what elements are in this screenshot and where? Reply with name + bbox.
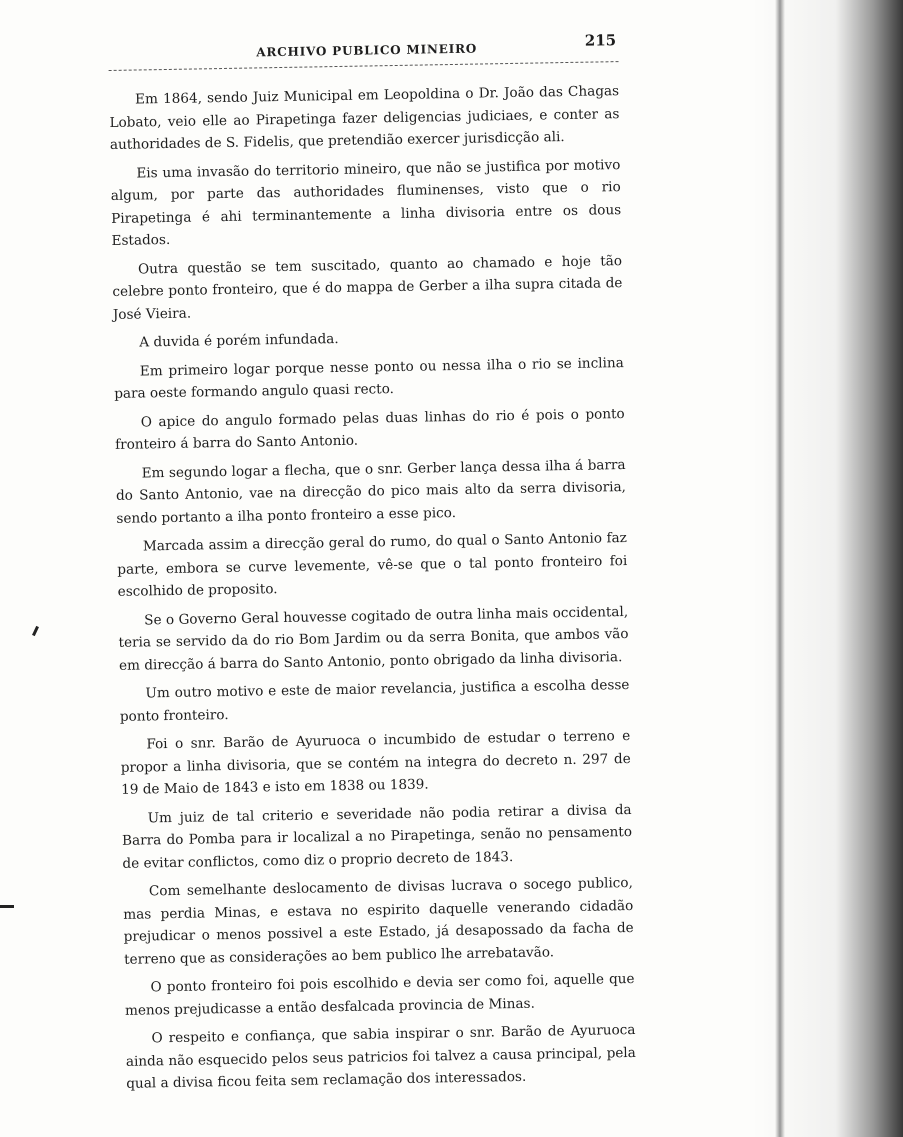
- paragraph: Um outro motivo e este de maior revelancia, justifica a escolha desse ponto fronteiro.: [119, 677, 630, 725]
- paragraph: Outra questão se tem suscitado, quanto ao chamado e hoje tão celebre ponto fronteiro, que é do mappa de Gerber a ilha supra citada de José Vieira.: [112, 252, 623, 323]
- margin-tick-mark: [0, 905, 14, 908]
- paragraph: Com semelhante deslocamento de divisas lucrava o socego publico, mas perdia Minas, e estava no espirito daquelle venerando cidadão prejudicar o menos possivel a este Estado, já desapossado da facha de terreno que as considerações ao bem publico lhe arrebatavão.: [123, 874, 634, 968]
- running-title: ARCHIVO PUBLICO MINEIRO: [256, 41, 478, 60]
- running-head: [108, 27, 619, 71]
- paragraph: Um juiz de tal criterio e severidade não podia retirar a divisa da Barra do Pomba para ir localizal a no Pirapetinga, senão no pensamento de evitar conflictos, como diz o proprio decreto de 1843.: [121, 801, 633, 872]
- paragraph: O apice do angulo formado pelas duas linhas do rio é pois o ponto fronteiro á barra do Santo Antonio.: [114, 405, 625, 453]
- paragraph: Em primeiro logar porque nesse ponto ou nessa ilha o rio se inclina para oeste formando angulo quasi recto.: [114, 354, 624, 402]
- paragraph: O ponto fronteiro foi pois escolhido e devia ser como foi, aquelle que menos prejudicasse a então desfalcada provincia de Minas.: [124, 970, 635, 1019]
- paragraph: A duvida é porém infundada.: [139, 331, 339, 351]
- page-number: 215: [584, 31, 617, 50]
- paragraph: Se o Governo Geral houvesse cogitado de outra linha mais occidental, teria se servido da do rio Bom Jardim ou da serra Bonita, que ambos vão em direcção á barra do Santo Antonio, ponto obrigado da linha divisoria.: [118, 603, 629, 674]
- paragraph: Eis uma invasão do territorio mineiro, que não se justifica por motivo algum, por parte das authoridades fluminenses, visto que o rio Pirapetinga é ahi terminantemente a linha divisoria entre os dous Estados.: [110, 156, 622, 249]
- body-text: [109, 80, 636, 1095]
- margin-speck-mark: [32, 626, 39, 636]
- paragraph: Em 1864, sendo Juiz Municipal em Leopoldina o Dr. João das Chagas Lobato, veio elle ao Pirapetinga fazer deligencias judiciaes, e conter as authoridades de S. Fidelis, que pretendião exercer jurisdicção ali.: [109, 83, 620, 153]
- scan-spine-line: [775, 0, 785, 1137]
- book-page: [108, 27, 637, 1101]
- paragraph: O respeito e confiança, que sabia inspirar o snr. Barão de Ayuruoca ainda não esquecido pelos seus patricios foi talvez a causa principal, pela qual a divisa ficou feita sem reclamação dos interessados.: [125, 1021, 636, 1092]
- paragraph: Foi o snr. Barão de Ayuruoca o incumbido de estudar o terreno e propor a linha divisoria, que se contém na integra do decreto n. 297 de 19 de Maio de 1843 e isto em 1838 ou 1839.: [120, 727, 631, 798]
- paragraph: Em segundo logar a flecha, que o snr. Gerber lança dessa ilha á barra do Santo Antonio, vae na direcção do pico mais alto da serra divisoria, sendo portanto a ilha ponto fronteiro a esse pico.: [115, 456, 627, 527]
- paragraph: Marcada assim a direcção geral do rumo, do qual o Santo Antonio faz parte, embora se curve levemente, vê-se que o tal ponto fronteiro foi escolhido de proposito.: [117, 530, 628, 600]
